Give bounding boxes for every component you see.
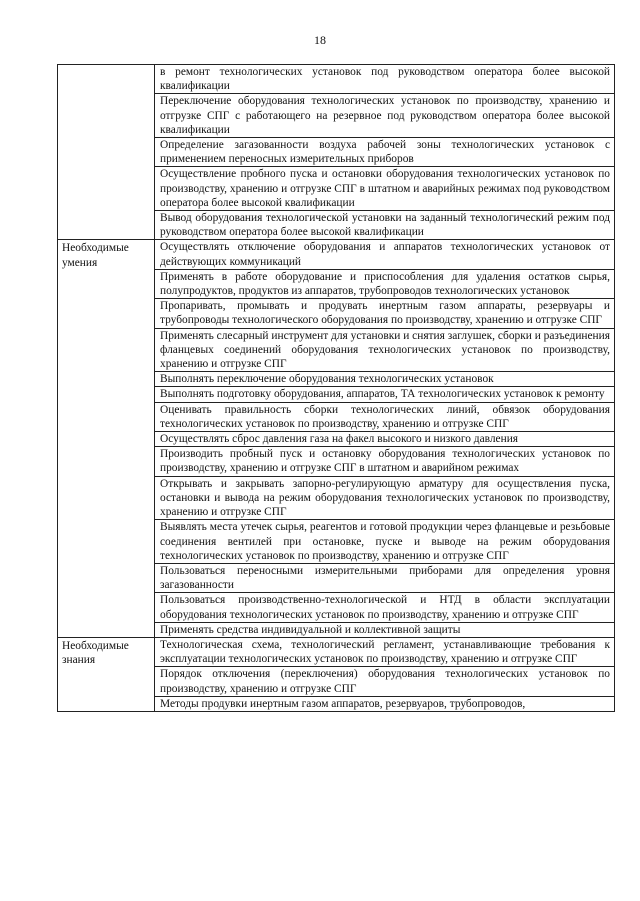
description-cell: Порядок отключения (переключения) оборудования технологических установок по производству, хранению и отгрузке СПГ [155, 667, 615, 696]
description-cell: Производить пробный пуск и остановку оборудования технологических установок по производству, хранению и отгрузке СПГ в штатном и аварийном режимах [155, 447, 615, 476]
description-cell: Выявлять места утечек сырья, реагентов и готовой продукции через фланцевые и резьбовые соединения вентилей при остановке, пуске и выводе на режим оборудования технологических установок по производству, хранению и отгрузке СПГ [155, 520, 615, 564]
table-row [58, 637, 615, 666]
description-cell: в ремонт технологических установок под руководством оператора более высокой квалификации [155, 65, 615, 94]
description-cell: Вывод оборудования технологической установки на заданный технологический режим под руководством оператора более высокой квалификации [155, 211, 615, 240]
description-cell: Применять средства индивидуальной и коллективной защиты [155, 622, 615, 637]
category-cell [58, 65, 155, 240]
description-cell: Осуществление пробного пуска и остановки оборудования технологических установок по производству, хранению и отгрузке СПГ в штатном и аварийных режимах под руководством оператора более высокой квалификации [155, 167, 615, 211]
description-cell: Оценивать правильность сборки технологических линий, обвязок оборудования технологических установок по производству, хранению и отгрузке СПГ [155, 402, 615, 431]
competency-table [57, 64, 615, 712]
category-cell-knowledge: Необходимые знания [58, 637, 155, 711]
table-row [58, 240, 615, 269]
description-cell: Выполнять подготовку оборудования, аппаратов, ТА технологических установок к ремонту [155, 387, 615, 402]
description-cell: Пользоваться переносными измерительными приборами для определения уровня загазованности [155, 563, 615, 592]
category-cell-skills: Необходимые умения [58, 240, 155, 637]
table-row [58, 65, 615, 94]
description-cell: Применять слесарный инструмент для установки и снятия заглушек, сборки и разъединения фланцевых соединений оборудования технологических установок по производству, хранению и отгрузке СПГ [155, 328, 615, 372]
description-cell: Открывать и закрывать запорно-регулирующую арматуру для осуществления пуска, остановки и вывода на режим оборудования технологических установок по производству, хранению и отгрузке СПГ [155, 476, 615, 520]
page-number: 18 [314, 33, 326, 47]
description-cell: Пропаривать, промывать и продувать инертным газом аппараты, резервуары и трубопроводы технологического оборудования по производству, хранению и отгрузке СПГ [155, 299, 615, 328]
description-cell: Осуществлять сброс давления газа на факел высокого и низкого давления [155, 432, 615, 447]
description-cell: Переключение оборудования технологических установок по производству, хранению и отгрузке СПГ с работающего на резервное под руководством оператора более высокой квалификации [155, 94, 615, 138]
description-cell: Применять в работе оборудование и приспособления для удаления остатков сырья, полупродуктов, продуктов из аппаратов, трубопроводов технологических установок [155, 269, 615, 298]
description-cell: Пользоваться производственно-технологической и НТД в области эксплуатации оборудования технологических установок по производству, хранению и отгрузке СПГ [155, 593, 615, 622]
description-cell: Методы продувки инертным газом аппаратов, резервуаров, трубопроводов, [155, 696, 615, 711]
description-cell: Осуществлять отключение оборудования и аппаратов технологических установок от действующих коммуникаций [155, 240, 615, 269]
description-cell: Определение загазованности воздуха рабочей зоны технологических установок с применением переносных измерительных приборов [155, 138, 615, 167]
description-cell: Выполнять переключение оборудования технологических установок [155, 372, 615, 387]
description-cell: Технологическая схема, технологический регламент, устанавливающие требования к эксплуатации технологических установок по производству, хранению и отгрузке СПГ [155, 637, 615, 666]
